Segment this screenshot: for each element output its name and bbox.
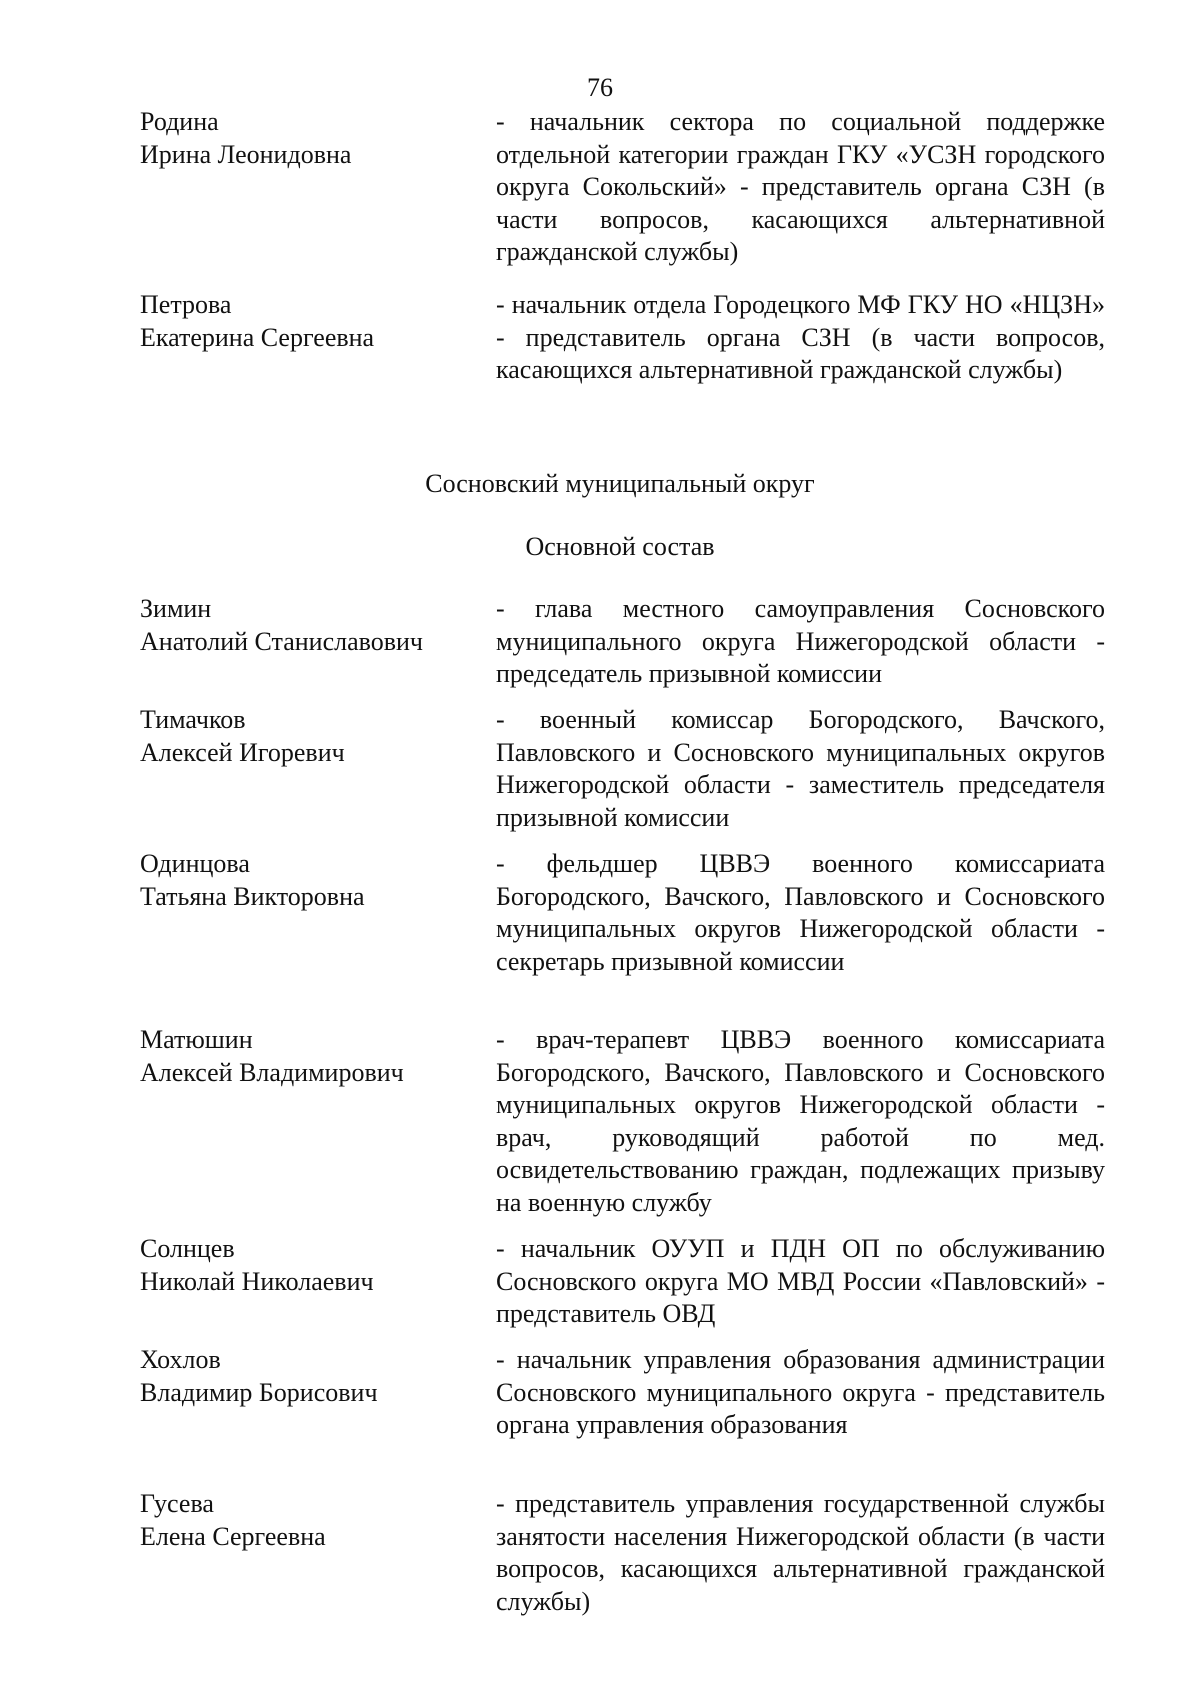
- member-given-name: Николай Николаевич: [140, 1266, 374, 1296]
- member-name: [140, 1488, 470, 1553]
- composition-heading: Основной состав: [525, 532, 715, 561]
- member-role: - глава местного самоуправления Сосновского муниципального округа Нижегородской области - председатель призывной комиссии: [496, 594, 1105, 688]
- member-role: - фельдшер ЦВВЭ военного комиссариата Богородского, Вачского, Павловского и Сосновского муниципальных округов Нижегородской области - секретарь призывной комиссии: [496, 849, 1105, 976]
- member-given-name: Елена Сергеевна: [140, 1521, 326, 1551]
- member-role: - начальник отдела Городецкого МФ ГКУ НО «НЦЗН» - представитель органа СЗН (в части вопросов, касающихся альтернативной гражданской службы): [496, 290, 1105, 384]
- member-role: - начальник управления образования администрации Сосновского муниципального округа - представитель органа управления образования: [496, 1345, 1105, 1439]
- member-name: [140, 106, 470, 171]
- member-surname: Петрова: [140, 290, 232, 319]
- member-given-name: Ирина Леонидовна: [140, 139, 352, 169]
- member-name: [140, 1233, 470, 1298]
- member-surname: Солнцев: [140, 1234, 235, 1263]
- member-given-name: Алексей Владимирович: [140, 1057, 404, 1087]
- member-role: - начальник сектора по социальной поддержке отдельной категории граждан ГКУ «УСЗН городского округа Сокольский» - представитель органа СЗН (в части вопросов, касающихся альтернативной гражданской службы): [496, 107, 1105, 266]
- member-name: [140, 848, 470, 913]
- member-name: [140, 704, 470, 769]
- member-name: [140, 1024, 470, 1089]
- member-surname: Родина: [140, 107, 219, 136]
- member-given-name: Алексей Игоревич: [140, 737, 345, 767]
- member-name: [140, 1344, 470, 1409]
- member-surname: Зимин: [140, 594, 212, 623]
- member-surname: Гусева: [140, 1489, 214, 1518]
- page-number: 76: [587, 73, 613, 102]
- member-given-name: Анатолий Станиславович: [140, 626, 424, 656]
- member-role: - начальник ОУУП и ПДН ОП по обслуживанию Сосновского округа МО МВД России «Павловский» - представитель ОВД: [496, 1234, 1105, 1328]
- member-surname: Матюшин: [140, 1025, 253, 1054]
- member-surname: Хохлов: [140, 1345, 221, 1374]
- district-heading: Сосновский муниципальный округ: [425, 469, 815, 498]
- member-given-name: Владимир Борисович: [140, 1377, 378, 1407]
- member-role: - врач-терапевт ЦВВЭ военного комиссариата Богородского, Вачского, Павловского и Сосновского муниципальных округов Нижегородской области - врач, руководящий работой по мед. освидетельствованию граждан, подлежащих призыву на военную службу: [496, 1025, 1105, 1217]
- member-role: - военный комиссар Богородского, Вачского, Павловского и Сосновского муниципальных округов Нижегородской области - заместитель председателя призывной комиссии: [496, 705, 1105, 832]
- member-role: - представитель управления государственной службы занятости населения Нижегородской области (в части вопросов, касающихся альтернативной гражданской службы): [496, 1489, 1105, 1616]
- member-given-name: Татьяна Викторовна: [140, 881, 365, 911]
- member-surname: Тимачков: [140, 705, 246, 734]
- member-name: [140, 289, 470, 354]
- member-name: [140, 593, 470, 658]
- member-given-name: Екатерина Сергеевна: [140, 322, 375, 352]
- member-surname: Одинцова: [140, 849, 250, 878]
